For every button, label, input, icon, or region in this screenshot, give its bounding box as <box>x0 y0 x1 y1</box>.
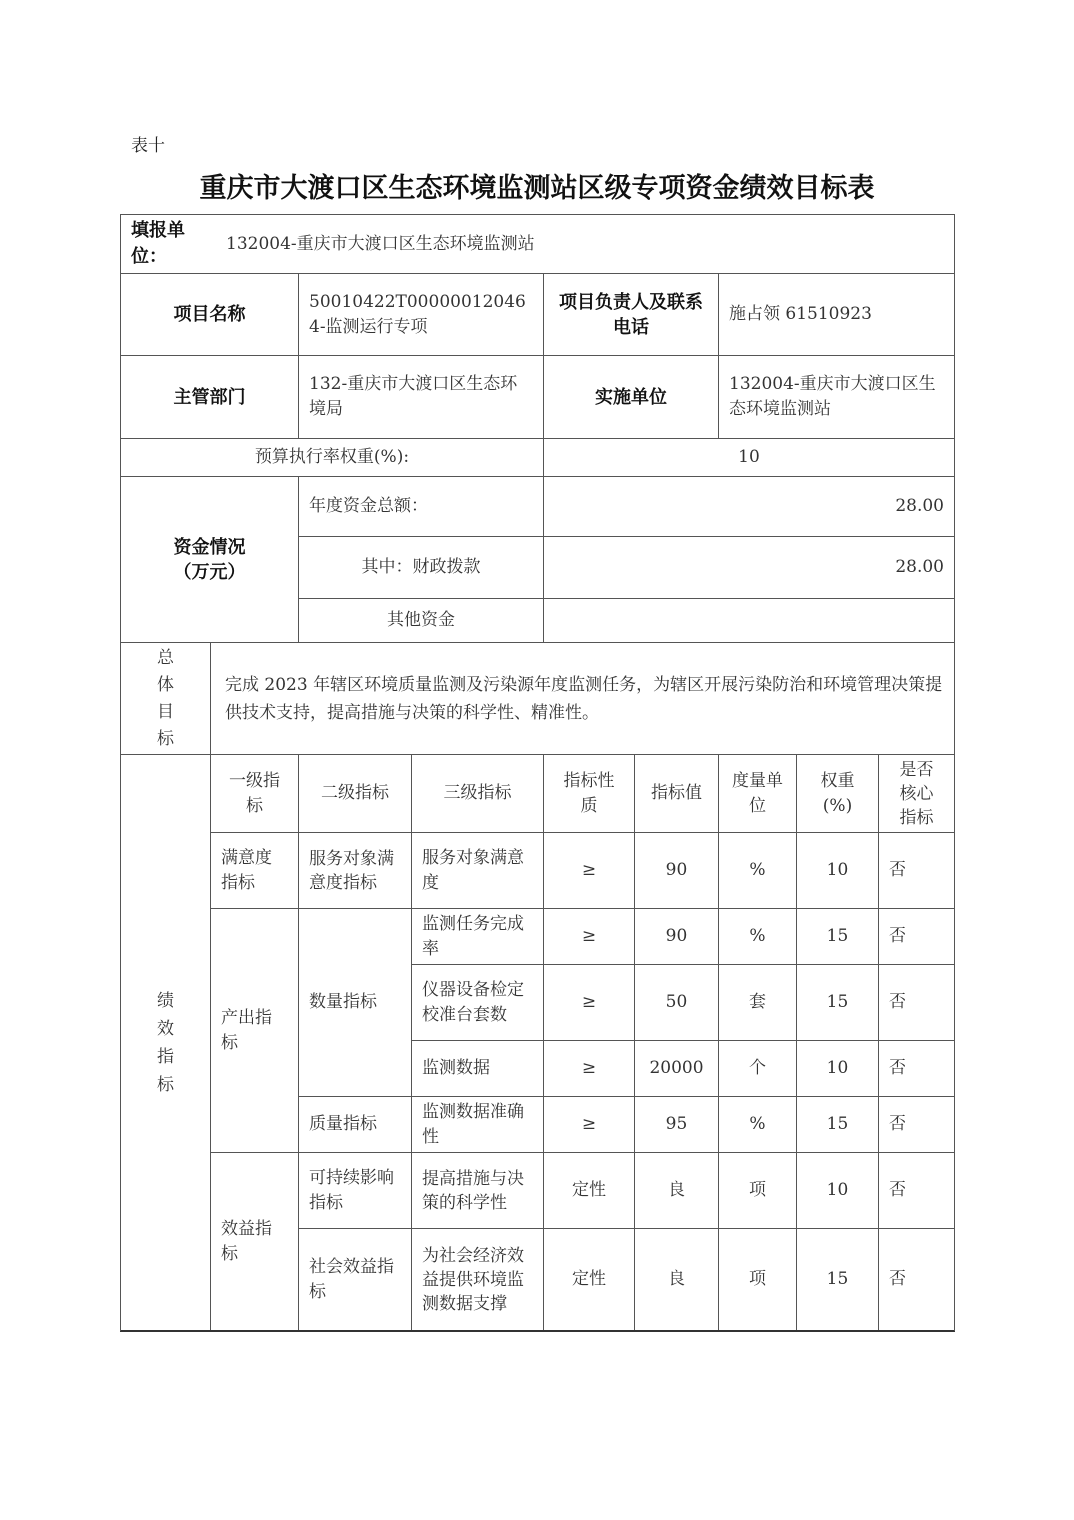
indicator-char: 效 <box>157 1018 174 1039</box>
table-number-tag: 表十 <box>131 136 165 156</box>
header-value: 指标值 <box>651 783 702 803</box>
fiscal-allocation-label: 其中：财政拨款 <box>361 557 481 577</box>
level3-cell: 仪器设备检定校准台套数 <box>422 979 524 1025</box>
core-cell: 否 <box>889 860 906 880</box>
annual-total-value: 28.00 <box>895 496 944 516</box>
funds-label-line2: （万元） <box>173 561 246 583</box>
nature-cell: 定性 <box>572 1180 606 1200</box>
level2-social-benefit: 社会效益指标 <box>309 1256 394 1302</box>
header-core: 是否核心指标 <box>899 759 934 828</box>
unit-cell: 个 <box>749 1058 766 1078</box>
weight-cell: 10 <box>826 860 849 880</box>
weight-cell: 10 <box>826 1058 849 1078</box>
supervising-dept-value: 132-重庆市大渡口区生态环境局 <box>309 374 518 419</box>
unit-cell: % <box>749 860 766 880</box>
header-weight: 权重(%) <box>820 770 855 816</box>
page-title: 重庆市大渡口区生态环境监测站区级专项资金绩效目标表 <box>199 173 875 204</box>
other-funds-label: 其他资金 <box>387 610 455 630</box>
weight-cell: 10 <box>826 1180 849 1200</box>
goal-char: 标 <box>157 728 174 749</box>
value-cell: 良 <box>668 1180 685 1200</box>
level3-cell: 监测数据准确性 <box>422 1101 524 1147</box>
level3-cell: 监测数据 <box>422 1058 490 1078</box>
nature-cell: ≥ <box>581 860 597 880</box>
project-name-value: 50010422T000000120464-监测运行专项 <box>309 291 526 337</box>
project-name-label: 项目名称 <box>173 304 246 325</box>
other-funds-value <box>544 599 954 642</box>
level1-output: 产出指标 <box>221 1007 272 1053</box>
core-cell: 否 <box>889 1269 906 1289</box>
funds-label-line1: 资金情况 <box>173 536 246 558</box>
level3-cell: 监测任务完成率 <box>422 913 524 959</box>
level2-quantity: 数量指标 <box>309 992 377 1012</box>
implementing-unit-label: 实施单位 <box>595 386 667 408</box>
weight-cell: 15 <box>826 1269 849 1289</box>
value-cell: 95 <box>665 1114 688 1134</box>
core-cell: 否 <box>889 1180 906 1200</box>
indicator-char: 绩 <box>157 990 174 1011</box>
header-level2: 二级指标 <box>321 783 389 803</box>
value-cell: 20000 <box>649 1058 704 1078</box>
header-unit: 度量单位 <box>732 770 783 816</box>
weight-cell: 15 <box>826 926 849 946</box>
weight-cell: 15 <box>826 992 849 1012</box>
goal-char: 目 <box>157 701 174 722</box>
implementing-unit-value: 132004-重庆市大渡口区生态环境监测站 <box>729 374 936 419</box>
unit-cell: 套 <box>749 992 766 1012</box>
core-cell: 否 <box>889 1058 906 1078</box>
level2-sustainable: 可持续影响指标 <box>309 1167 394 1213</box>
header-nature: 指标性质 <box>563 770 615 816</box>
nature-cell: ≥ <box>581 926 597 946</box>
level3-cell: 提高措施与决策的科学性 <box>422 1168 524 1213</box>
level2-quality: 质量指标 <box>309 1114 377 1134</box>
level3-cell: 服务对象满意度 <box>422 847 524 893</box>
goal-char: 总 <box>157 647 174 668</box>
header-level1: 一级指标 <box>229 770 280 816</box>
level3-cell: 为社会经济效益提供环境监测数据支撑 <box>422 1245 524 1314</box>
nature-cell: ≥ <box>581 992 597 1012</box>
nature-cell: ≥ <box>581 1058 597 1078</box>
indicator-char: 标 <box>157 1074 174 1095</box>
core-cell: 否 <box>889 992 906 1012</box>
overall-goal-label <box>121 643 210 754</box>
fiscal-allocation-value: 28.00 <box>895 557 944 577</box>
indicator-char: 指 <box>157 1046 174 1067</box>
level1-satisfaction: 满意度指标 <box>221 847 272 893</box>
unit-cell: 项 <box>749 1180 766 1200</box>
unit-cell: 项 <box>749 1269 766 1289</box>
funds-label <box>121 477 298 642</box>
level1-benefit: 效益指标 <box>221 1218 272 1264</box>
level2-service-satisfaction: 服务对象满意度指标 <box>309 848 394 893</box>
project-contact-label: 项目负责人及联系电话 <box>559 291 703 338</box>
performance-indicators-label <box>121 755 210 1330</box>
nature-cell: ≥ <box>581 1114 597 1134</box>
unit-cell: % <box>749 1114 766 1134</box>
value-cell: 50 <box>665 992 688 1012</box>
annual-total-label: 年度资金总额： <box>309 496 428 516</box>
core-cell: 否 <box>889 926 906 946</box>
goal-char: 体 <box>157 674 174 695</box>
header-level3: 三级指标 <box>443 783 512 803</box>
budget-rate-value: 10 <box>738 447 760 467</box>
filler-unit-label: 填报单位： <box>131 220 185 267</box>
value-cell: 良 <box>668 1269 685 1289</box>
weight-cell: 15 <box>826 1114 849 1134</box>
value-cell: 90 <box>665 926 688 946</box>
filler-unit-value: 132004-重庆市大渡口区生态环境监测站 <box>226 233 535 254</box>
supervising-dept-label: 主管部门 <box>173 386 246 408</box>
budget-rate-label: 预算执行率权重(%): <box>254 447 410 467</box>
core-cell: 否 <box>889 1114 906 1134</box>
value-cell: 90 <box>665 860 688 880</box>
unit-cell: % <box>749 926 766 946</box>
project-contact-value: 施占领 61510923 <box>729 304 872 324</box>
overall-goal-text: 完成 2023 年辖区环境质量监测及污染源年度监测任务，为辖区开展污染防治和环境管理决策提供技术支持，提高措施与决策的科学性、精准性。 <box>225 674 943 723</box>
nature-cell: 定性 <box>572 1269 606 1289</box>
